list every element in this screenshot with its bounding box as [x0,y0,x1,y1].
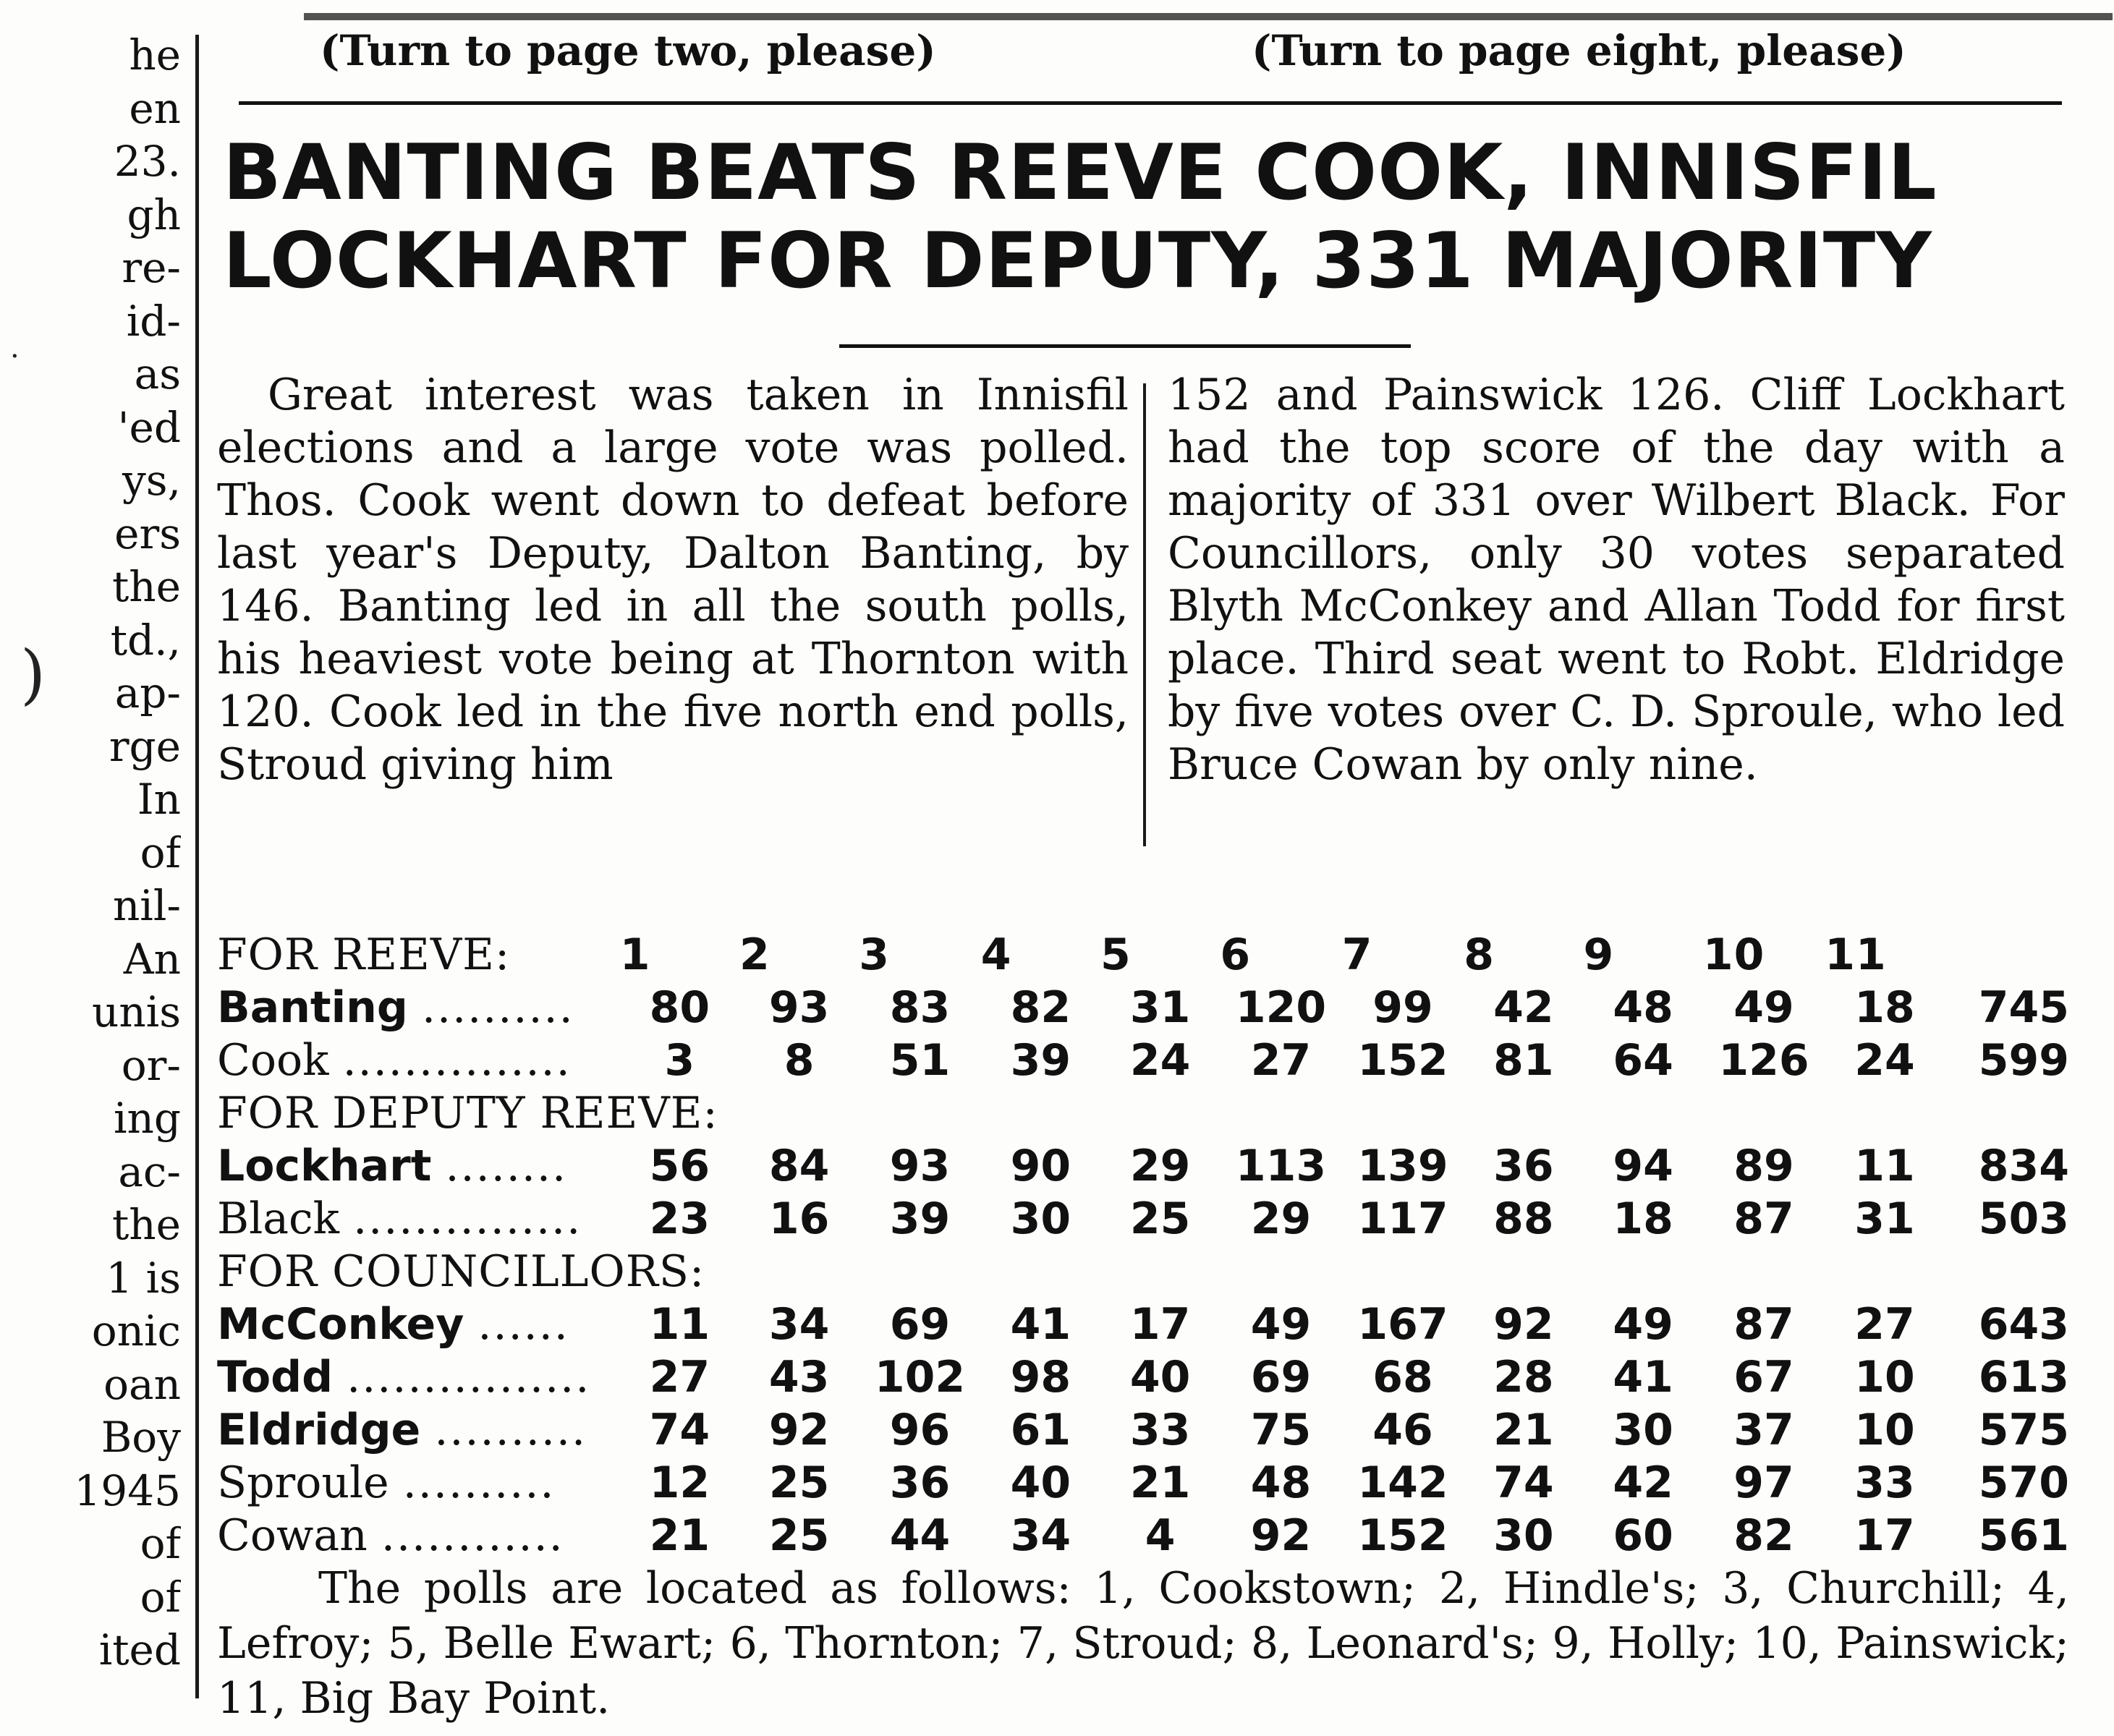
vote-count: 10 [1854,1405,1915,1455]
headline [223,129,2097,305]
fragment-line: gh [127,190,181,239]
vote-count: 152 [1357,1510,1448,1561]
caption-rule [239,101,2062,105]
vote-count: 49 [1613,1299,1673,1350]
vote-count: 23 [649,1194,710,1244]
vote-count: 92 [1493,1299,1554,1350]
vote-count: 46 [1372,1405,1433,1455]
vote-count: 33 [1129,1405,1191,1455]
vote-total: 643 [1978,1299,2069,1350]
vote-count: 94 [1613,1141,1673,1191]
candidate-name: Banting [217,982,408,1033]
vote-count: 11 [1854,1141,1915,1191]
vote-count: 98 [1010,1352,1071,1403]
vote-total: 613 [1978,1352,2069,1403]
vote-count: 56 [649,1141,710,1191]
candidate-row [217,1404,2069,1457]
stray-mark: ) [20,637,46,712]
candidate-name: Sproule [217,1458,389,1508]
vote-count: 64 [1613,1035,1673,1086]
fragment-line: 'ed [117,402,181,452]
dot-leader: .......... [421,982,574,1033]
fragment-line: td., [110,615,181,665]
fragment-line: of [140,1519,181,1568]
fragment-line: the [112,562,181,611]
vote-count: 74 [1493,1458,1554,1508]
section-label: FOR DEPUTY REEVE: [217,1088,718,1139]
candidate-row [217,1457,2069,1510]
vote-count: 27 [1854,1299,1915,1350]
vote-count: 27 [1250,1035,1312,1086]
vote-count: 34 [1010,1510,1071,1561]
candidate-name: Lockhart [217,1141,432,1191]
fragment-line: onic [91,1306,181,1356]
vote-count: 44 [889,1510,951,1561]
vote-count: 152 [1357,1035,1448,1086]
candidate-name: Todd [217,1352,334,1403]
vote-count: 31 [1129,982,1191,1033]
fragment-line: 1 is [106,1253,181,1303]
vote-count: 82 [1010,982,1071,1033]
vote-count: 93 [889,1141,951,1191]
caption-turn-page-eight: (Turn to page eight, please) [1252,26,1906,75]
candidate-cell [217,1034,620,1087]
candidate-row [217,1193,2069,1246]
vote-count: 27 [649,1352,710,1403]
vote-count: 34 [768,1299,830,1350]
vote-count: 40 [1010,1458,1071,1508]
vote-count: 41 [1613,1352,1673,1403]
dot-leader: .......... [434,1405,587,1455]
vote-count: 30 [1493,1510,1554,1561]
poll-number: 2 [739,929,771,980]
vote-count: 21 [1129,1458,1191,1508]
vote-count: 92 [1250,1510,1312,1561]
fragment-line: ap- [114,668,181,718]
vote-count: 88 [1493,1194,1554,1244]
candidate-cell [217,1351,620,1404]
fragment-line: of [140,827,181,877]
vote-count: 167 [1357,1299,1448,1350]
candidate-cell [217,1457,620,1510]
vote-total: 575 [1978,1405,2069,1455]
adjacent-column-fragments [65,29,181,1714]
vote-count: 96 [889,1405,951,1455]
vote-total: 561 [1978,1510,2069,1561]
vote-count: 37 [1733,1405,1794,1455]
fragment-line: id- [126,296,181,346]
vote-count: 92 [768,1405,830,1455]
vote-count: 74 [649,1405,710,1455]
vote-count: 49 [1250,1299,1312,1350]
vote-count: 80 [649,982,710,1033]
vote-count: 69 [1250,1352,1312,1403]
candidate-row [217,1140,2069,1193]
vote-count: 17 [1854,1510,1915,1561]
vote-total: 570 [1978,1458,2069,1508]
election-results-table [217,929,2069,1562]
vote-count: 17 [1129,1299,1191,1350]
vote-count: 24 [1854,1035,1915,1086]
vote-count: 28 [1493,1352,1554,1403]
vote-count: 84 [768,1141,830,1191]
vote-count: 11 [649,1299,710,1350]
column-divider-left [195,35,199,1698]
vote-count: 25 [768,1458,830,1508]
fragment-line: Boy [101,1413,181,1462]
candidate-name: Cowan [217,1510,368,1561]
poll-number: 3 [859,929,891,980]
vote-count: 36 [1493,1141,1554,1191]
vote-count: 29 [1250,1194,1312,1244]
headline-rule [839,344,1411,348]
fragment-line: as [134,349,181,399]
headline-line-1: BANTING BEATS REEVE COOK, INNISFIL [223,128,1937,217]
poll-number: 8 [1464,929,1495,980]
top-border-rule [304,13,2113,20]
vote-count: 33 [1854,1458,1915,1508]
candidate-cell [217,1140,620,1193]
vote-count: 75 [1250,1405,1312,1455]
vote-count: 81 [1493,1035,1554,1086]
polls-location-note: The polls are located as follows: 1, Cookstown; 2, Hindle's; 3, Churchill; 4, Lefroy; 5, Belle Ewart; 6, Thornton; 7, Stroud; 8, Leonard's; 9, Holly; 10, Painswick; 11, Big Bay Point. [217,1563,2069,1724]
vote-count: 3 [664,1035,695,1086]
fragment-line: en [129,83,181,133]
vote-count: 21 [649,1510,710,1561]
candidate-name: Eldridge [217,1405,421,1455]
candidate-cell [217,982,620,1034]
vote-total: 599 [1978,1035,2069,1086]
poll-number: 4 [980,929,1012,980]
stray-mark: · [10,340,20,373]
section-label: FOR COUNCILLORS: [217,1246,705,1297]
candidate-row [217,1034,2069,1087]
fragment-line: unis [91,987,181,1037]
vote-count: 51 [889,1035,951,1086]
candidate-row [217,1510,2069,1562]
vote-count: 48 [1250,1458,1312,1508]
vote-count: 113 [1235,1141,1327,1191]
candidate-name: Black [217,1194,340,1244]
candidate-row [217,982,2069,1034]
vote-count: 12 [649,1458,710,1508]
fragment-line: ing [113,1094,181,1143]
poll-number: 1 [619,929,651,980]
dot-leader: ............... [342,1035,572,1086]
vote-count: 142 [1357,1458,1448,1508]
vote-count: 102 [874,1352,966,1403]
vote-count: 48 [1613,982,1673,1033]
poll-number: 5 [1100,929,1132,980]
poll-number: 6 [1220,929,1252,980]
candidate-cell [217,1404,620,1457]
dot-leader: ...... [477,1299,569,1350]
vote-count: 93 [768,982,830,1033]
candidate-cell [217,1510,620,1562]
vote-count: 10 [1854,1352,1915,1403]
vote-count: 82 [1733,1510,1794,1561]
vote-count: 126 [1718,1035,1809,1086]
vote-count: 97 [1733,1458,1794,1508]
vote-count: 30 [1613,1405,1673,1455]
fragment-line: ac- [118,1146,181,1196]
section-header-row [217,1246,2069,1298]
vote-count: 61 [1010,1405,1071,1455]
fragment-line: he [129,30,181,80]
candidate-row [217,1351,2069,1404]
candidate-cell [217,1193,620,1246]
vote-count: 41 [1010,1299,1071,1350]
fragment-line: 23. [114,137,181,186]
vote-count: 36 [889,1458,951,1508]
vote-count: 43 [768,1352,830,1403]
dot-leader: .......... [402,1458,556,1508]
vote-total: 745 [1978,982,2069,1033]
section-label: FOR REEVE: [217,929,511,980]
vote-count: 89 [1733,1141,1794,1191]
candidate-cell [217,1298,620,1351]
fragment-line: re- [122,243,181,292]
vote-count: 40 [1129,1352,1191,1403]
vote-count: 87 [1733,1194,1794,1244]
vote-count: 30 [1010,1194,1071,1244]
vote-count: 8 [784,1035,815,1086]
vote-count: 83 [889,982,951,1033]
fragment-line: oan [103,1359,181,1409]
vote-count: 42 [1613,1458,1673,1508]
vote-count: 139 [1357,1141,1448,1191]
fragment-line: nil- [112,881,181,930]
candidate-row [217,1298,2069,1351]
vote-count: 16 [768,1194,830,1244]
article-column-1: Great interest was taken in Innisfil elections and a large vote was polled. Thos. Cook went down to defeat before last year's Deputy, Dalton Banting, by 146. Banting led in all the south polls, his heaviest vote being at Thornton with 120. Cook led in the five north end polls, Stroud giving him [217,370,1129,790]
vote-count: 21 [1493,1405,1554,1455]
dot-leader: ............... [353,1194,582,1244]
fragment-line: ers [114,509,181,558]
vote-count: 39 [889,1194,951,1244]
vote-count: 25 [1129,1194,1191,1244]
candidate-name: Cook [217,1035,329,1086]
vote-count: 120 [1235,982,1327,1033]
vote-count: 18 [1854,982,1915,1033]
vote-total: 834 [1978,1141,2069,1191]
headline-line-2: LOCKHART FOR DEPUTY, 331 MAJORITY [223,216,1932,305]
fragment-line: 1945 [74,1465,181,1515]
article-column-divider [1143,383,1146,846]
poll-number: 11 [1825,929,1887,980]
fragment-line: rge [109,721,181,771]
fragment-line: or- [121,1040,181,1090]
vote-count: 42 [1493,982,1554,1033]
fragment-line: the [112,1200,181,1249]
poll-number: 7 [1341,929,1373,980]
vote-count: 29 [1129,1141,1191,1191]
vote-count: 87 [1733,1299,1794,1350]
vote-total: 503 [1978,1194,2069,1244]
caption-turn-page-two: (Turn to page two, please) [320,26,936,75]
vote-count: 99 [1372,982,1433,1033]
fragment-line: ited [98,1625,181,1675]
poll-number: 10 [1702,929,1765,980]
fragment-line: of [140,1572,181,1622]
fragment-line: An [123,934,181,984]
section-header-row [217,1087,2069,1140]
vote-count: 31 [1854,1194,1915,1244]
fragment-line: In [137,775,181,824]
vote-count: 68 [1372,1352,1433,1403]
vote-count: 24 [1129,1035,1191,1086]
vote-count: 39 [1010,1035,1071,1086]
vote-count: 25 [768,1510,830,1561]
dot-leader: ........ [445,1141,568,1191]
candidate-name: McConkey [217,1299,464,1350]
vote-count: 117 [1357,1194,1448,1244]
vote-count: 67 [1733,1352,1794,1403]
fragment-line: ys, [122,456,181,505]
vote-count: 18 [1613,1194,1673,1244]
dot-leader: ............ [381,1510,564,1561]
section-header-row [217,929,2069,982]
vote-count: 90 [1010,1141,1071,1191]
dot-leader: ................ [347,1352,591,1403]
vote-count: 4 [1145,1510,1176,1561]
poll-number: 9 [1583,929,1615,980]
article-column-2: 152 and Painswick 126. Cliff Lockhart had the top score of the day with a majority of 331 over Wilbert Black. For Councillors, only 30 votes separated Blyth McConkey and Allan Todd for first place. Third seat went to Robt. Eldridge by five votes over C. D. Sproule, who led Bruce Cowan by only nine. [1168,370,2065,790]
vote-count: 60 [1613,1510,1673,1561]
vote-count: 69 [889,1299,951,1350]
vote-count: 49 [1733,982,1794,1033]
empty-total-header [1945,929,2069,982]
